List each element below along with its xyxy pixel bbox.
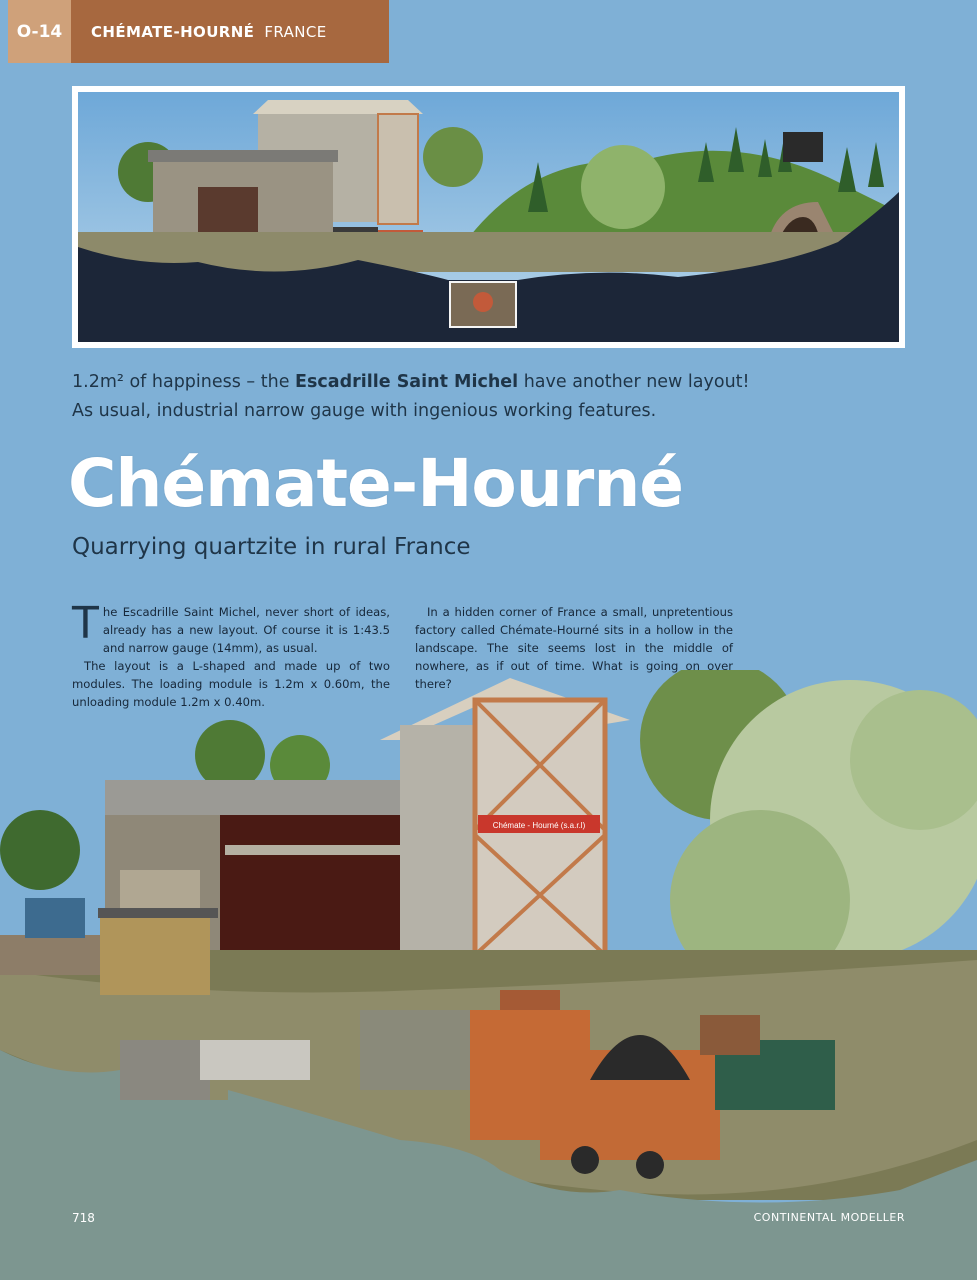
intro-text (72, 368, 832, 426)
drop-cap: T (72, 598, 99, 649)
page-number: 718 (72, 1211, 95, 1225)
article-name: CHÉMATE-HOURNÉ (91, 22, 255, 41)
section-header-tab (71, 0, 389, 63)
section-code-tab (8, 0, 71, 63)
paragraph: The layout is a L-shaped and made up of two modules. The loading module is 1.2m x 0.60m, the unloading module 1.2m x 0.40m. (72, 659, 390, 709)
paragraph (72, 598, 390, 657)
paragraph: In a hidden corner of France a small, unpretentious factory called Chémate-Hourné sits in a hollow in the landscape. The site seems lost in the middle of nowhere, as if out of time. What is going on over there? (415, 605, 733, 691)
hero-photo (72, 86, 905, 348)
section-code: O-14 (16, 21, 63, 42)
article-subtitle: Quarrying quartzite in rural France (72, 534, 471, 560)
intro-club-name: Escadrille Saint Michel (295, 372, 519, 392)
paragraph-text: he Escadrille Saint Michel, never short of ideas, already has a new layout. Of course it is 1:43.5 and narrow gauge (14mm), as usual. (102, 605, 390, 655)
main-photo (0, 670, 977, 1280)
layout-overview-image (78, 92, 899, 342)
intro-line-2: As usual, industrial narrow gauge with ingenious working features. (72, 401, 657, 421)
factory-scene-image (0, 670, 977, 1280)
intro-line-1 (72, 368, 832, 397)
factory-sign: Chémate - Hourné (s.a.r.l) (492, 821, 586, 830)
intro-part-2: have another new layout! (518, 372, 750, 392)
intro-part-1: 1.2m² of happiness – the (72, 372, 296, 392)
country-label: FRANCE (264, 22, 327, 41)
article-title: Chémate-Hourné (68, 445, 684, 522)
magazine-name: CONTINENTAL MODELLER (753, 1211, 905, 1224)
